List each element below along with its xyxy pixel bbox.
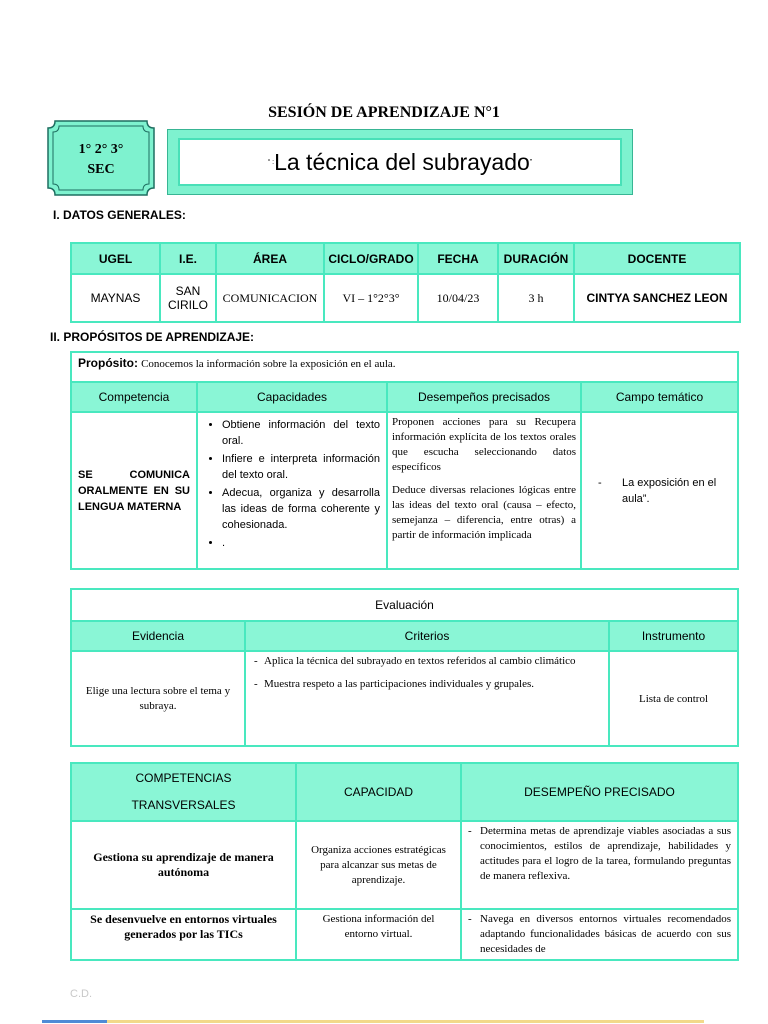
purpose-label: Propósito: <box>78 356 138 370</box>
header-fecha: FECHA <box>418 243 498 274</box>
instrumento-cell: Lista de control <box>609 651 738 746</box>
header-duracion: DURACIÓN <box>498 243 574 274</box>
topic-box <box>178 138 622 186</box>
campo-cell <box>581 412 738 569</box>
general-header-row <box>71 243 740 274</box>
criterios-cell <box>245 651 609 746</box>
header-capacidad: CAPACIDAD <box>296 763 461 821</box>
value-ciclo: VI – 1°2°3° <box>324 274 418 322</box>
transversal-desempeno: - Determina metas de aprendizaje viables asociadas a sus conocimientos, estilos de aprendizaje, habilidades y actitudes para el logro de la tarea, formulando preguntas de manera reflexiva. <box>461 821 738 909</box>
capacidad-item: • Infiere e interpreta información del texto oral. <box>222 451 380 483</box>
footer-text: C.D. <box>70 988 92 1000</box>
evaluation-table <box>70 588 739 747</box>
topic-open-mark: “ : <box>267 158 275 166</box>
capacidades-list <box>204 417 380 551</box>
header-desempeno-precisado: DESEMPEÑO PRECISADO <box>461 763 738 821</box>
footer-line <box>42 1020 704 1023</box>
header-ugel: UGEL <box>71 243 160 274</box>
purpose-header-row <box>71 382 738 412</box>
evaluation-title: Evaluación <box>71 589 738 621</box>
value-area: COMUNICACION <box>216 274 324 322</box>
desempeno-2: Deduce diversas relaciones lógicas entre las ideas del texto oral (causa – efecto, semejanza – diferencia, entre otras) a partir de información implicada <box>392 484 576 541</box>
campo-item <box>598 475 729 507</box>
header-desempenos: Desempeños precisados <box>387 382 581 412</box>
purpose-text: Conocemos la información sobre la exposición en el aula. <box>141 358 396 370</box>
transversal-row <box>71 909 738 960</box>
dash-icon: - <box>598 476 602 489</box>
topic-banner <box>167 129 633 195</box>
header-competencia: Competencia <box>71 382 197 412</box>
transversal-table <box>70 762 739 961</box>
capacidades-cell <box>197 412 387 569</box>
capacidad-item: • . <box>222 535 380 551</box>
transversal-header-row <box>71 763 738 821</box>
grade-badge <box>47 120 155 196</box>
badge-grades: 1° 2° 3° <box>78 142 124 157</box>
transversal-capacidad: Organiza acciones estratégicas para alcanzar sus metas de aprendizaje. <box>296 821 461 909</box>
value-ugel: MAYNAS <box>71 274 160 322</box>
header-docente: DOCENTE <box>574 243 740 274</box>
topic-title: La técnica del subrayado <box>274 148 530 175</box>
general-data-table <box>70 242 741 323</box>
value-fecha: 10/04/23 <box>418 274 498 322</box>
transversal-capacidad: Gestiona información del entorno virtual. <box>296 909 461 960</box>
section-propositos: II. PROPÓSITOS DE APRENDIZAJE: <box>50 330 255 344</box>
competencia-cell: SE COMUNICA ORALMENTE EN SU LENGUA MATERNA <box>71 412 197 569</box>
header-campo: Campo temático <box>581 382 738 412</box>
criterio-item: - Aplica la técnica del subrayado en textos referidos al cambio climático <box>254 655 576 667</box>
value-duracion: 3 h <box>498 274 574 322</box>
transversal-competencia: Gestiona su aprendizaje de manera autónoma <box>71 821 296 909</box>
header-capacidades: Capacidades <box>197 382 387 412</box>
campo-text: La exposición en el aula”. <box>622 476 717 505</box>
purpose-cell <box>71 352 738 382</box>
topic-close-mark: ” <box>529 158 533 166</box>
transversal-competencia: Se desenvuelve en entornos virtuales generados por las TICs <box>71 909 296 960</box>
transversal-desempeno: - Navega en diversos entornos virtuales recomendados adaptando funcionalidades básicas de acuerdo con sus necesidades de <box>461 909 738 960</box>
badge-level: SEC <box>87 162 115 177</box>
purpose-content-row <box>71 412 738 569</box>
evaluation-content-row <box>71 651 738 746</box>
purpose-row <box>71 352 738 382</box>
criterio-text: Muestra respeto a las participaciones individuales y grupales. <box>264 678 535 690</box>
capacidad-item: • Obtiene información del texto oral. <box>222 417 380 449</box>
purpose-table <box>70 351 739 570</box>
header-instrumento: Instrumento <box>609 621 738 651</box>
general-value-row <box>71 274 740 322</box>
header-competencias-transversales: COMPETENCIAS TRANSVERSALES <box>71 763 296 821</box>
value-ie: SAN CIRILO <box>160 274 216 322</box>
criterio-item: - Muestra respeto a las participaciones individuales y grupales. <box>254 678 535 690</box>
header-ciclo: CICLO/GRADO <box>324 243 418 274</box>
transversal-row <box>71 821 738 909</box>
criterio-text: Aplica la técnica del subrayado en textos referidos al cambio climático <box>264 655 576 667</box>
badge-frame-icon <box>47 120 155 196</box>
page-title: SESIÓN DE APRENDIZAJE N°1 <box>268 104 500 121</box>
header-evidencia: Evidencia <box>71 621 245 651</box>
header-ie: I.E. <box>160 243 216 274</box>
evaluation-header-row <box>71 621 738 651</box>
section-datos-generales: I. DATOS GENERALES: <box>53 208 186 222</box>
evaluation-title-row <box>71 589 738 621</box>
desempeno-1: Proponen acciones para su Recupera información explícita de los textos orales que escucha seleccionando datos específicos <box>392 416 576 473</box>
capacidad-item: • Adecua, organiza y desarrolla las ideas de forma coherente y cohesionada. <box>222 485 380 533</box>
header-area: ÁREA <box>216 243 324 274</box>
desempenos-cell <box>387 412 581 569</box>
header-criterios: Criterios <box>245 621 609 651</box>
evidencia-cell: Elige una lectura sobre el tema y subraya. <box>71 651 245 746</box>
value-docente: CINTYA SANCHEZ LEON <box>574 274 740 322</box>
